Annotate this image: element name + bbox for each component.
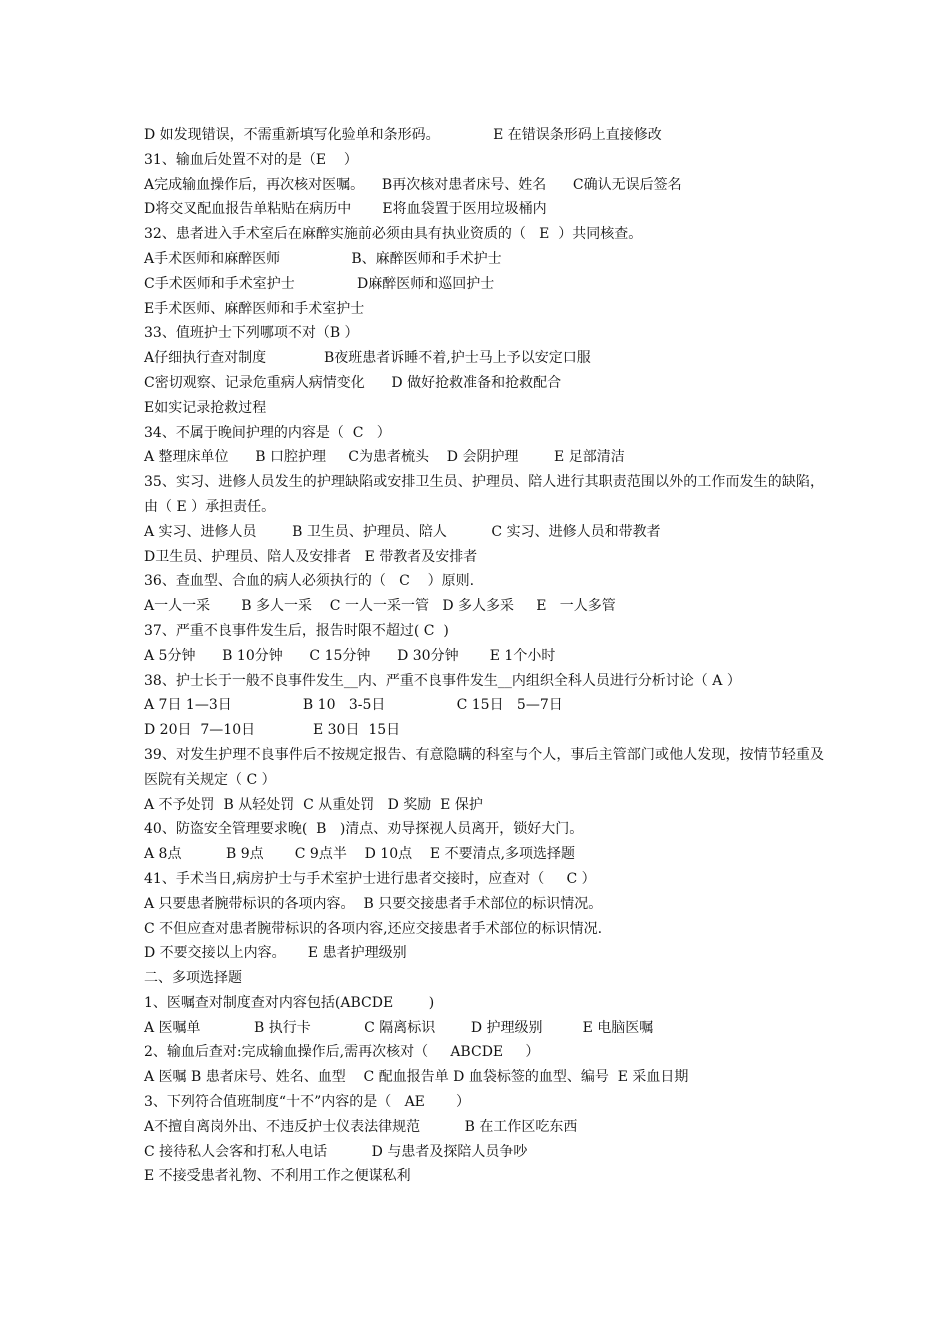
text-line: A 医嘱 B 患者床号、姓名、血型 C 配血报告单 D 血袋标签的血型、编号 E 采血日期 <box>144 1069 689 1086</box>
text-line: A仔细执行查对制度 B夜班患者诉睡不着,护士马上予以安定口服 <box>144 350 591 367</box>
text-line: E如实记录抢救过程 <box>144 399 267 416</box>
question-38: 38、护士长于一般不良事件发生__内、严重不良事件发生__内组织全科人员进行分析讨论（ A ） <box>144 672 741 689</box>
question-41: 41、手术当日,病房护士与手术室护士进行患者交接时，应查对（ C ） <box>144 870 596 887</box>
multi-question-3: 3、下列符合值班制度“十不”内容的是（ AE ） <box>144 1094 471 1111</box>
text-line: C手术医师和手术室护士 D麻醉医师和巡回护士 <box>144 275 495 292</box>
text-line: A手术医师和麻醉医师 B、麻醉医师和手术护士 <box>144 250 502 267</box>
question-34: 34、不属于晚间护理的内容是（ C ） <box>144 424 391 441</box>
text-line: C 接待私人会客和打私人电话 D 与患者及探陪人员争吵 <box>144 1143 528 1160</box>
document-page <box>144 123 824 1189</box>
text-line: C密切观察、记录危重病人病情变化 D 做好抢救准备和抢救配合 <box>144 374 562 391</box>
text-line: A 只要患者腕带标识的各项内容。 B 只要交接患者手术部位的标识情况。 <box>144 895 603 912</box>
text-line: D卫生员、护理员、陪人及安排者 E 带教者及安排者 <box>144 548 478 565</box>
multi-question-2: 2、输血后查对:完成输血操作后,需再次核对（ ABCDE ） <box>144 1044 540 1061</box>
question-31: 31、输血后处置不对的是（E ） <box>144 151 358 168</box>
text-line: A一人一采 B 多人一采 C 一人一采一管 D 多人多采 E 一人多管 <box>144 598 616 615</box>
text-line: A 整理床单位 B 口腔护理 C为患者梳头 D 会阴护理 E 足部清洁 <box>144 449 625 466</box>
multi-question-1: 1、医嘱查对制度查对内容包括(ABCDE ) <box>144 994 435 1011</box>
text-line: A不擅自离岗外出、不违反护士仪表法律规范 B 在工作区吃东西 <box>144 1118 578 1135</box>
text-line: A 7日 1—3日 B 10 3-5日 C 15日 5—7日 <box>144 697 563 714</box>
question-40: 40、防盗安全管理要求晚( B )清点、劝导探视人员离开，锁好大门。 <box>144 821 584 838</box>
text-line: E 不接受患者礼物、不利用工作之便谋私利 <box>144 1168 411 1185</box>
question-33: 33、值班护士下列哪项不对（B ） <box>144 325 359 342</box>
text-line: D将交叉配血报告单粘贴在病历中 E将血袋置于医用垃圾桶内 <box>144 201 547 218</box>
section-heading: 二、多项选择题 <box>144 970 242 987</box>
question-36: 36、查血型、合血的病人必须执行的（ C ）原则. <box>144 573 475 590</box>
text-line: E手术医师、麻醉医师和手术室护士 <box>144 300 365 317</box>
text-line: A 5分钟 B 10分钟 C 15分钟 D 30分钟 E 1个小时 <box>144 647 556 664</box>
text-line: D 不要交接以上内容。 E 患者护理级别 <box>144 945 407 962</box>
text-line: D 20日 7—10日 E 30日 15日 <box>144 722 401 739</box>
text-line: A 不予处罚 B 从轻处罚 C 从重处罚 D 奖励 E 保护 <box>144 796 483 813</box>
text-line: A 8点 B 9点 C 9点半 D 10点 E 不要清点,多项选择题 <box>144 846 576 863</box>
question-32: 32、患者进入手术室后在麻醉实施前必须由具有执业资质的（ E ）共同核查。 <box>144 226 643 243</box>
question-35: 35、实习、进修人员发生的护理缺陷或安排卫生员、护理员、陪人进行其职责范围以外的工作而发生的缺陷，由（ E ）承担责任。 <box>144 474 824 515</box>
text-line: A完成输血操作后，再次核对医嘱。 B再次核对患者床号、姓名 C确认无误后签名 <box>144 176 682 193</box>
question-39: 39、对发生护理不良事件后不按规定报告、有意隐瞒的科室与个人，事后主管部门或他人发现，按情节轻重及医院有关规定（ C ） <box>144 746 824 788</box>
text-line: C 不但应查对患者腕带标识的各项内容,还应交接患者手术部位的标识情况. <box>144 920 603 937</box>
question-37: 37、严重不良事件发生后，报告时限不超过( C ) <box>144 622 449 639</box>
text-line: A 医嘱单 B 执行卡 C 隔离标识 D 护理级别 E 电脑医嘱 <box>144 1019 654 1036</box>
text-line: D 如发现错误，不需重新填写化验单和条形码。 E 在错误条形码上直接修改 <box>144 127 662 143</box>
text-line: A 实习、进修人员 B 卫生员、护理员、陪人 C 实习、进修人员和带教者 <box>144 523 661 540</box>
